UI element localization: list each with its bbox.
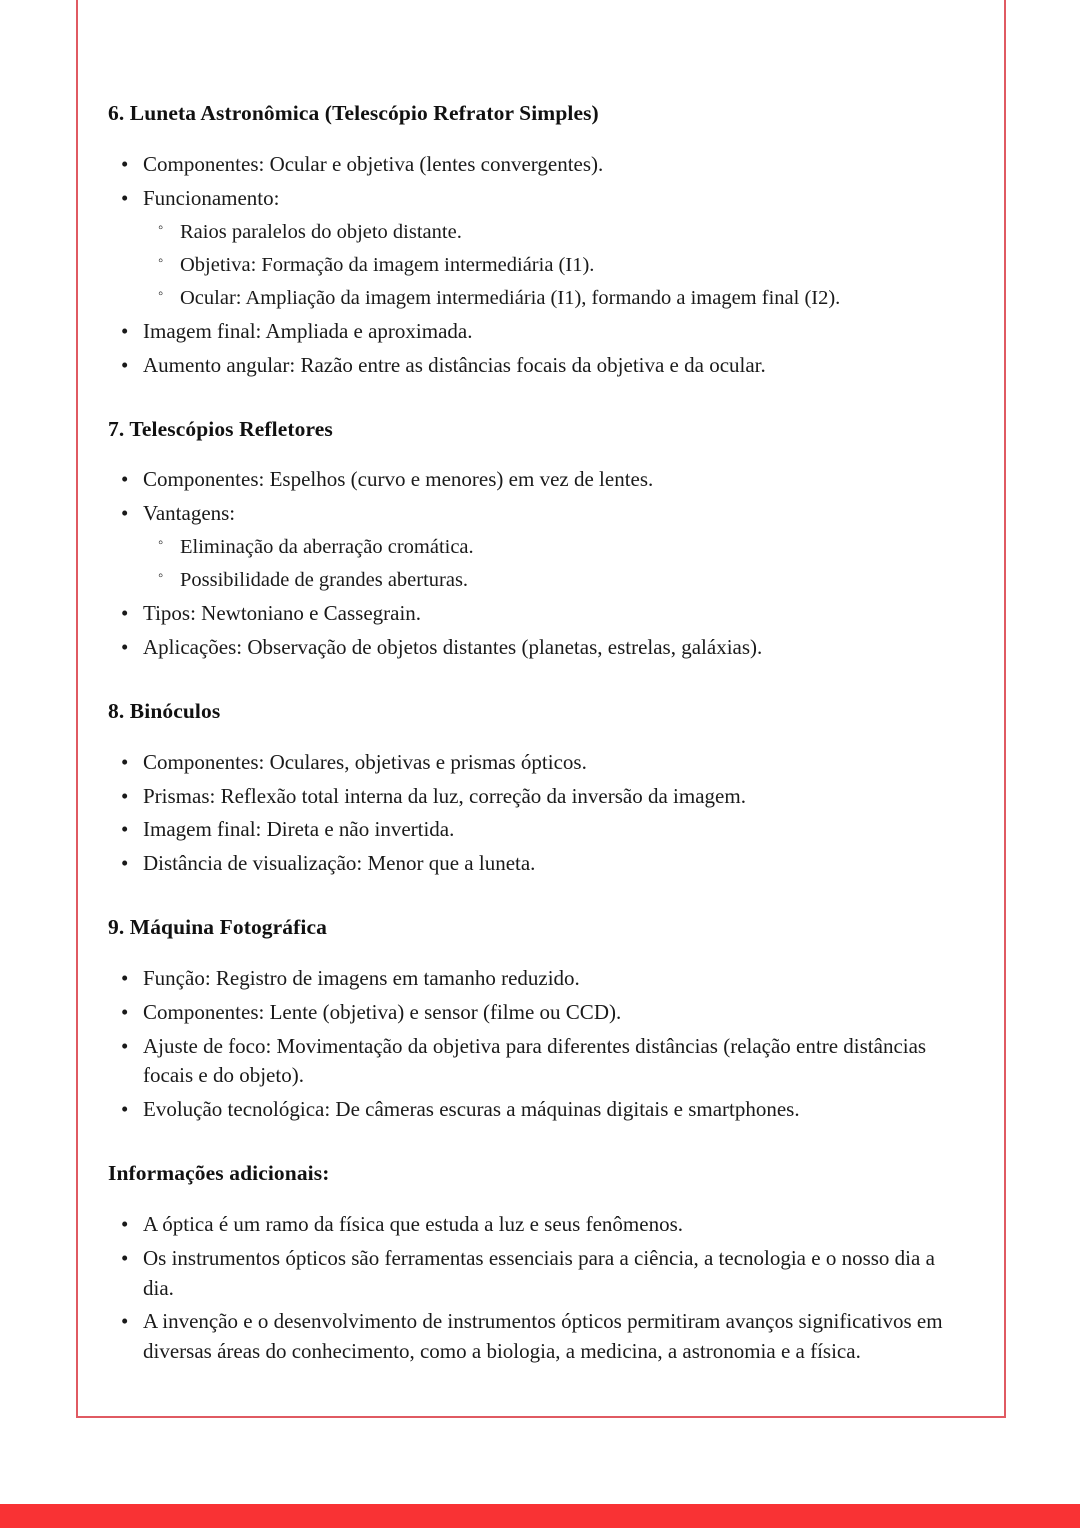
- list-item: [108, 465, 968, 495]
- list-item-text: Componentes: Espelhos (curvo e menores) em vez de lentes.: [143, 467, 654, 492]
- disc-bullet-icon: •: [121, 966, 129, 991]
- bullet-list: [108, 964, 968, 1125]
- document-section: [108, 1160, 968, 1367]
- list-item: [108, 1307, 968, 1367]
- disc-bullet-icon: •: [121, 749, 129, 774]
- disc-bullet-icon: •: [121, 783, 129, 808]
- section-heading: 7. Telescópios Refletores: [108, 416, 333, 441]
- section-heading: 9. Máquina Fotográfica: [108, 915, 327, 940]
- list-item-text: Raios paralelos do objeto distante.: [180, 220, 462, 243]
- sub-list-item: [108, 251, 968, 280]
- section-heading: 8. Binóculos: [108, 698, 221, 723]
- list-item: [108, 633, 968, 663]
- bullet-list: [108, 748, 968, 879]
- list-item-text: Componentes: Lente (objetiva) e sensor (filme ou CCD).: [143, 999, 622, 1024]
- disc-bullet-icon: •: [121, 1245, 129, 1270]
- list-item: [108, 1244, 968, 1304]
- list-item: [108, 998, 968, 1028]
- disc-bullet-icon: •: [121, 635, 129, 660]
- list-item: [108, 815, 968, 845]
- list-item: [108, 184, 968, 214]
- document-section: [108, 416, 968, 663]
- bullet-list: [108, 465, 968, 662]
- list-item: [108, 599, 968, 629]
- list-item: [108, 317, 968, 347]
- list-item-text: Aumento angular: Razão entre as distâncias focais da objetiva e da ocular.: [143, 352, 766, 377]
- document-section: [108, 698, 968, 879]
- circle-bullet-icon: ◦: [158, 568, 164, 585]
- disc-bullet-icon: •: [121, 318, 129, 343]
- list-item-text: Objetiva: Formação da imagem intermediária (I1).: [180, 253, 595, 276]
- list-item-text: Prismas: Reflexão total interna da luz, correção da inversão da imagem.: [143, 783, 746, 808]
- disc-bullet-icon: •: [121, 501, 129, 526]
- document-section: [108, 100, 968, 381]
- sub-list-item: [108, 284, 968, 313]
- section-heading: Informações adicionais:: [108, 1161, 330, 1186]
- list-item: [108, 1032, 968, 1092]
- document-content: [108, 100, 968, 1371]
- list-item: [108, 782, 968, 812]
- list-item-text: A óptica é um ramo da física que estuda a luz e seus fenômenos.: [143, 1212, 683, 1237]
- list-item-text: Eliminação da aberração cromática.: [180, 536, 474, 559]
- list-item-text: Função: Registro de imagens em tamanho reduzido.: [143, 966, 580, 991]
- disc-bullet-icon: •: [121, 467, 129, 492]
- disc-bullet-icon: •: [121, 1309, 129, 1334]
- circle-bullet-icon: ◦: [158, 219, 164, 236]
- disc-bullet-icon: •: [121, 352, 129, 377]
- bullet-list: [108, 150, 968, 381]
- list-item-text: Evolução tecnológica: De câmeras escuras a máquinas digitais e smartphones.: [143, 1097, 800, 1122]
- list-item-text: Componentes: Oculares, objetivas e prismas ópticos.: [143, 749, 587, 774]
- list-item-text: Vantagens:: [143, 501, 236, 526]
- section-heading: 6. Luneta Astronômica (Telescópio Refrator Simples): [108, 101, 599, 125]
- list-item-text: Ocular: Ampliação da imagem intermediária (I1), formando a imagem final (I2).: [180, 286, 841, 309]
- list-item: [108, 351, 968, 381]
- circle-bullet-icon: ◦: [158, 535, 164, 552]
- disc-bullet-icon: •: [121, 1212, 129, 1237]
- list-item-text: Possibilidade de grandes aberturas.: [180, 569, 469, 592]
- list-item-text: Imagem final: Direta e não invertida.: [143, 817, 455, 842]
- sub-list-item: [108, 533, 968, 562]
- list-item: [108, 150, 968, 180]
- disc-bullet-icon: •: [121, 601, 129, 626]
- list-item-text: A invenção e o desenvolvimento de instrumentos ópticos permitiram avanços significativos em diversas áreas do conhecimento, como a biologia, a medicina, a astronomia e a física.: [143, 1309, 943, 1364]
- disc-bullet-icon: •: [121, 1033, 129, 1058]
- list-item: [108, 1210, 968, 1240]
- disc-bullet-icon: •: [121, 817, 129, 842]
- circle-bullet-icon: ◦: [158, 252, 164, 269]
- list-item-text: Aplicações: Observação de objetos distantes (planetas, estrelas, galáxias).: [143, 635, 763, 660]
- list-item-text: Distância de visualização: Menor que a luneta.: [143, 851, 536, 876]
- disc-bullet-icon: •: [121, 851, 129, 876]
- list-item: [108, 964, 968, 994]
- disc-bullet-icon: •: [121, 999, 129, 1024]
- list-item: [108, 1095, 968, 1125]
- bullet-list: [108, 1210, 968, 1367]
- footer-red-bar: [0, 1504, 1080, 1528]
- document-section: [108, 914, 968, 1125]
- list-item: [108, 849, 968, 879]
- disc-bullet-icon: •: [121, 1097, 129, 1122]
- list-item-text: Imagem final: Ampliada e aproximada.: [143, 318, 473, 343]
- sub-list-item: [108, 218, 968, 247]
- list-item-text: Funcionamento:: [143, 185, 280, 210]
- list-item-text: Tipos: Newtoniano e Cassegrain.: [143, 601, 422, 626]
- list-item-text: Componentes: Ocular e objetiva (lentes convergentes).: [143, 151, 604, 176]
- disc-bullet-icon: •: [121, 185, 129, 210]
- sub-list-item: [108, 566, 968, 595]
- list-item: [108, 499, 968, 529]
- list-item-text: Ajuste de foco: Movimentação da objetiva para diferentes distâncias (relação entre distâncias focais e do objeto).: [143, 1033, 927, 1088]
- disc-bullet-icon: •: [121, 151, 129, 176]
- list-item: [108, 748, 968, 778]
- circle-bullet-icon: ◦: [158, 285, 164, 302]
- list-item-text: Os instrumentos ópticos são ferramentas essenciais para a ciência, a tecnologia e o nosso dia a dia.: [143, 1245, 935, 1300]
